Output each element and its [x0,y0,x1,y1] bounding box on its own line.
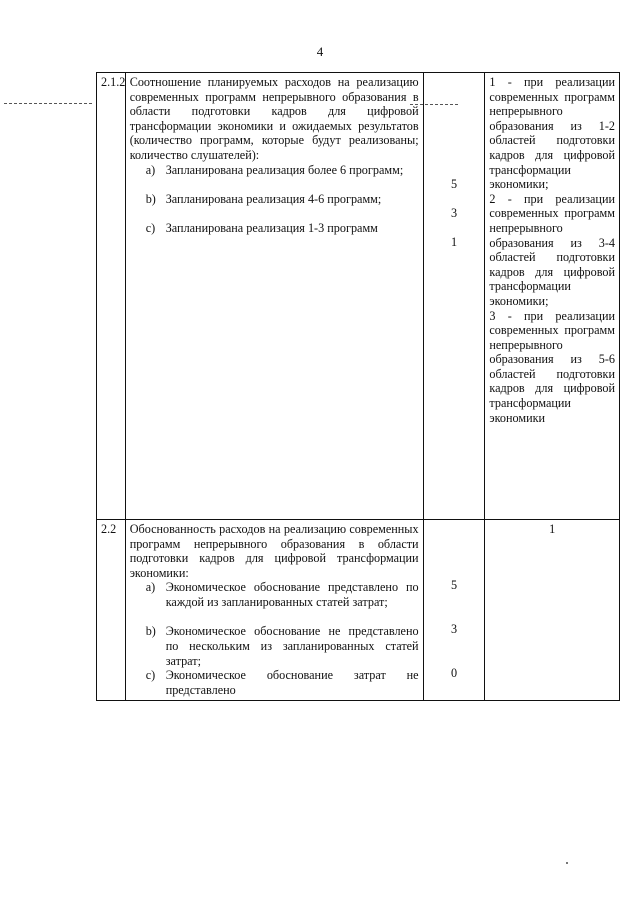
option-letter: c) [145,220,156,235]
criterion-number: 2.1.2 [97,73,126,520]
criterion-cell [125,520,423,701]
option-letter: a) [145,580,156,595]
table-row [97,520,620,701]
criterion-description: Обоснованность расходов на реализацию современных программ непрерывного образования в области подготовки кадров для цифровой трансформации экономики: [129,522,419,580]
option-item [146,192,419,221]
option-text: Запланирована реализация 1-3 программ [165,220,378,235]
score-value: 5 [450,177,458,191]
score-value: 3 [450,622,458,636]
score-cell [423,73,485,520]
option-item [146,163,419,192]
criterion-description: Соотношение планируемых расходов на реализацию современных программ непрерывного образования в области подготовки кадров для цифровой трансформации экономики и ожидаемых результатов (количество программ, которые будут реализованы; количество слушателей): [129,75,419,162]
score-value: 5 [450,578,458,592]
option-item [146,668,419,697]
score-value: 1 [450,235,458,249]
option-letter: a) [145,162,156,177]
score-value: 0 [450,666,458,680]
option-text: Запланирована реализация 4-6 программ; [165,191,382,206]
option-letter: c) [145,668,156,683]
option-letter: b) [145,191,156,206]
option-text: Экономическое обоснование представлено по каждой из запланированных статей затрат; [165,580,419,609]
score-value: 3 [450,206,458,220]
option-text: Экономическое обоснование не представлено по нескольким из запланированных статей затрат; [165,624,419,668]
weight-description: 1 - при реализации современных программ непрерывного образования из 1-2 областей подготовки кадров для цифровой трансформации экономики; 2 - при реализации современных программ непрерывного образования из 3-4 областей подготовки кадров для цифровой трансформации экономики; 3 - при реализации современных программ непрерывного образования из 5-6 областей подготовки кадров для цифровой трансформации экономики [485,73,620,520]
option-item [146,580,419,624]
page-number: 4 [316,44,324,59]
weight-value: 1 [485,520,620,701]
score-cell [423,520,485,701]
criteria-table [96,72,620,701]
criterion-number: 2.2 [97,520,126,701]
option-text: Экономическое обоснование затрат не представлено [165,668,419,697]
option-item [146,221,419,236]
option-letter: b) [145,624,156,639]
scan-artifact-dot [566,862,568,864]
option-item [146,624,419,668]
criterion-cell [125,73,423,520]
option-text: Запланирована реализация более 6 программ; [165,162,404,177]
scan-artifact-line [4,103,92,104]
table-row [97,73,620,520]
